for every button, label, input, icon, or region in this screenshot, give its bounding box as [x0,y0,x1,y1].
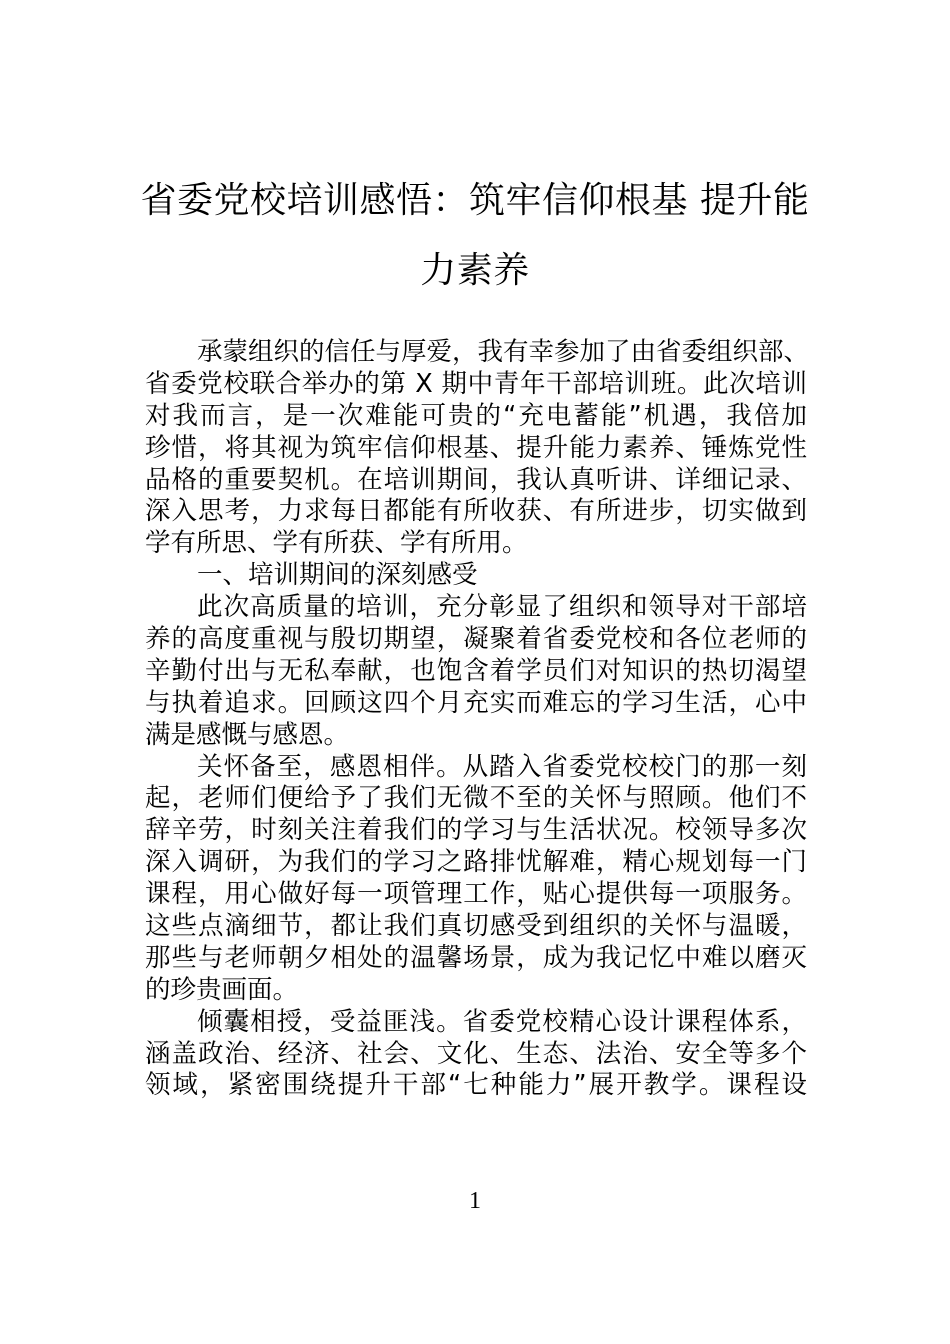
text-line: 深入调研，为我们的学习之路排忧解难，精心规划每一门 [145,847,807,878]
paragraph [145,752,807,1007]
text-line: 关怀备至，感恩相伴。从踏入省委党校校门的那一刻 [197,751,807,782]
paragraph [145,592,807,751]
document-title-line-2: 力素养 [420,250,530,291]
text-line: 领域，紧密围绕提升干部“七种能力”展开教学。课程设 [145,1070,807,1101]
page-number: 1 [469,1188,481,1214]
text-line: 学有所思、学有所获、学有所用。 [145,528,528,559]
paragraph [145,1007,807,1103]
text-line: 那些与老师朝夕相处的温馨场景，成为我记忆中难以磨灭 [145,942,807,973]
text-line: 此次高质量的培训，充分彰显了组织和领导对干部培 [197,592,807,623]
text-line: 省委党校联合举办的第 X 期中青年干部培训班。此次培训 [145,368,807,399]
section-heading [145,560,807,592]
text-line: 辛勤付出与无私奉献，也饱含着学员们对知识的热切渴望 [145,655,807,686]
text-line: 珍惜，将其视为筑牢信仰根基、提升能力素养、锤炼党性 [145,432,807,463]
text-line: 承蒙组织的信任与厚爱，我有幸参加了由省委组织部、 [197,337,810,367]
text-line: 倾囊相授，受益匪浅。省委党校精心设计课程体系， [197,1006,807,1037]
text-line: 深入思考，力求每日都能有所收获、有所进步，切实做到 [145,496,807,527]
document-body [145,337,810,1102]
text-line: 对我而言，是一次难能可贵的“充电蓄能”机遇，我倍加 [145,400,807,431]
text-line: 起，老师们便给予了我们无微不至的关怀与照顾。他们不 [145,783,807,814]
text-line: 养的高度重视与殷切期望，凝聚着省委党校和各位老师的 [145,624,807,655]
paragraph [145,337,810,560]
text-line: 这些点滴细节，都让我们真切感受到组织的关怀与温暖， [145,911,807,942]
text-line: 辞辛劳，时刻关注着我们的学习与生活状况。校领导多次 [145,815,807,846]
text-line: 一、培训期间的深刻感受 [197,560,478,591]
text-line: 的珍贵画面。 [145,974,299,1005]
text-line: 涵盖政治、经济、社会、文化、生态、法治、安全等多个 [145,1038,807,1069]
text-line: 课程，用心做好每一项管理工作，贴心提供每一项服务。 [145,879,807,910]
text-line: 与执着追求。回顾这四个月充实而难忘的学习生活，心中 [145,687,807,718]
document-title-line-1: 省委党校培训感悟：筑牢信仰根基 提升能 [140,180,810,221]
text-line: 满是感慨与感恩。 [145,719,350,750]
text-line: 品格的重要契机。在培训期间，我认真听讲、详细记录、 [145,464,807,495]
